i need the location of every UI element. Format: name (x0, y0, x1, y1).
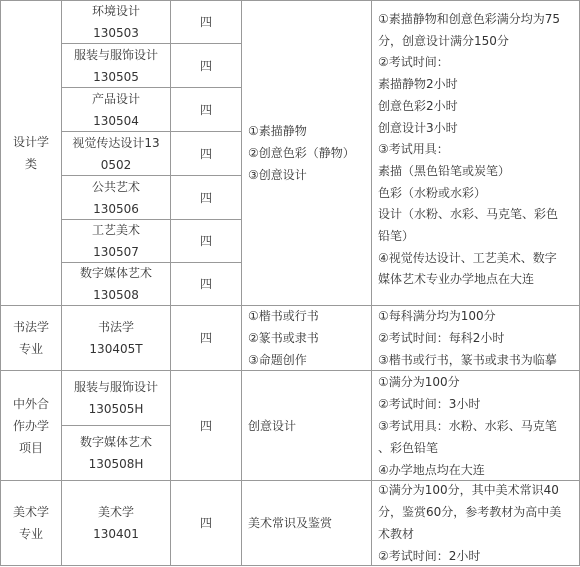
requirement-line: ②考试时间：2小时 (378, 549, 481, 563)
category-line: 专业 (18, 527, 43, 541)
subjects-cell (241, 0, 372, 306)
major-name: 书法学 (97, 320, 134, 334)
requirement-line: 、彩色铅笔 (378, 440, 439, 455)
requirement-line: ④视觉传达设计、工艺美术、数字 (378, 250, 557, 265)
major-name: 工艺美术 (91, 223, 140, 237)
requirements-cell (371, 305, 580, 371)
grade-value: 四 (199, 418, 212, 433)
major-code: 130508H (88, 457, 144, 471)
grade-value: 四 (199, 146, 212, 161)
requirement-line: 创意设计3小时 (378, 120, 458, 135)
grade-value: 四 (199, 102, 212, 117)
grade-value: 四 (199, 234, 212, 248)
subjects-cell (241, 370, 372, 481)
major-name: 视觉传达设计13 (72, 135, 160, 150)
category-line: 设计学 (12, 135, 49, 149)
subject-item: ③创意设计 (248, 168, 307, 182)
major-cell (61, 87, 171, 132)
requirements-cell (371, 480, 580, 566)
major-name: 产品设计 (91, 91, 140, 106)
major-label (80, 262, 152, 306)
major-name: 环境设计 (91, 4, 140, 18)
grade-value: 四 (199, 277, 212, 291)
grade-cell (170, 131, 242, 176)
major-label (92, 219, 140, 263)
requirement-line: ②考试时间：3小时 (378, 396, 481, 411)
subject-item: ②创意色彩（静物） (248, 146, 355, 160)
category-label (13, 131, 49, 175)
grade-cell (170, 480, 242, 566)
requirement-line: 素描（黑色铅笔或炭笔） (378, 163, 511, 178)
requirement-line: 铅笔） (378, 229, 415, 244)
grade-cell (170, 262, 242, 306)
subjects-list (248, 305, 319, 371)
subjects-cell (241, 480, 372, 566)
major-cell (61, 262, 171, 306)
major-label (89, 316, 142, 360)
category-line: 作办学 (12, 418, 49, 433)
major-cell (61, 425, 171, 481)
category-cell (0, 480, 62, 566)
requirements-list (378, 9, 573, 291)
category-cell (0, 0, 62, 306)
requirement-line: ①每科满分均为100分 (378, 309, 496, 323)
major-label (80, 431, 152, 475)
requirements-list (378, 305, 557, 371)
category-label (13, 501, 49, 545)
requirement-line: ③考试用具：水粉、水彩、马克笔 (378, 418, 557, 433)
major-label (93, 501, 139, 545)
requirements-list (378, 371, 557, 481)
subjects-list (248, 120, 355, 186)
major-code: 130508 (93, 288, 139, 302)
requirement-line: ③考试用具： (378, 142, 449, 157)
grade-cell (170, 175, 242, 220)
major-code: 0502 (100, 157, 132, 172)
requirement-line: 媒体艺术专业办学地点在大连 (378, 272, 535, 287)
requirement-line: 分，鉴赏60分，参考教材为高中美 (378, 505, 562, 519)
major-label (92, 0, 140, 44)
category-line: 书法学 (12, 320, 49, 334)
requirements-cell (371, 370, 580, 481)
major-code: 130506 (93, 201, 139, 216)
category-line: 美术学 (12, 505, 49, 519)
requirement-line: ③楷书或行书，篆书或隶书为临摹 (378, 353, 557, 367)
subject-item: ①楷书或行书 (248, 309, 319, 323)
subject-item: 美术常识及鉴赏 (248, 516, 333, 530)
major-name: 公共艺术 (91, 179, 140, 194)
subject-item: ③命题创作 (248, 353, 307, 367)
major-code: 130503 (93, 26, 139, 40)
major-name: 服装与服饰设计 (73, 47, 158, 62)
requirement-line: ②考试时间： (378, 55, 449, 70)
category-line: 中外合 (12, 396, 49, 411)
major-code: 130505 (93, 69, 139, 84)
grade-cell (170, 305, 242, 371)
category-line: 专业 (18, 342, 43, 356)
subject-item: ②篆书或隶书 (248, 331, 319, 345)
category-label (13, 393, 49, 459)
grade-cell (170, 370, 242, 481)
grade-value: 四 (199, 58, 212, 73)
grade-cell (170, 0, 242, 44)
major-cell (61, 131, 171, 176)
subject-item: ①素描静物 (248, 124, 307, 138)
requirement-line: 术教材 (378, 527, 415, 541)
major-label (92, 176, 140, 220)
grade-value: 四 (199, 516, 212, 530)
category-line: 类 (24, 157, 37, 171)
subject-item: 创意设计 (248, 418, 297, 433)
major-cell (61, 480, 171, 566)
major-cell (61, 305, 171, 371)
grade-value: 四 (199, 331, 212, 345)
requirement-line: ④办学地点均在大连 (378, 462, 485, 477)
requirement-line: ①素描静物和创意色彩满分均为75 (378, 12, 561, 26)
major-label (74, 44, 158, 88)
major-cell (61, 175, 171, 220)
major-name: 数字媒体艺术 (79, 435, 152, 449)
major-name: 服装与服饰设计 (73, 380, 158, 394)
major-name: 美术学 (97, 505, 134, 519)
grade-cell (170, 219, 242, 263)
major-cell (61, 43, 171, 88)
major-label (72, 132, 159, 176)
grade-value: 四 (199, 190, 212, 205)
major-label (92, 88, 140, 132)
major-code: 130505H (88, 402, 144, 416)
major-name: 数字媒体艺术 (79, 266, 152, 280)
major-cell (61, 0, 171, 44)
grade-value: 四 (199, 15, 212, 29)
major-cell (61, 370, 171, 426)
major-code: 130405T (89, 342, 143, 356)
major-cell (61, 219, 171, 263)
category-line: 项目 (18, 440, 43, 455)
category-label (13, 316, 49, 360)
grade-cell (170, 87, 242, 132)
requirement-line: 色彩（水粉或水彩） (378, 185, 487, 200)
requirement-line: 分，创意设计满分150分 (378, 33, 509, 48)
subjects-list (248, 512, 332, 534)
requirement-line: 素描静物2小时 (378, 77, 458, 92)
requirement-line: ①满分为100分，其中美术常识40 (378, 483, 559, 497)
major-code: 130504 (93, 113, 139, 128)
category-cell (0, 370, 62, 481)
requirement-line: 创意色彩2小时 (378, 98, 458, 113)
requirement-line: 设计（水粉、水彩、马克笔、彩色 (378, 207, 559, 222)
major-label (74, 376, 158, 420)
major-code: 130507 (93, 245, 139, 259)
grade-cell (170, 43, 242, 88)
requirement-line: ①满分为100分 (378, 374, 460, 389)
major-code: 130401 (93, 527, 139, 541)
subjects-cell (241, 305, 372, 371)
requirements-cell (371, 0, 580, 306)
category-cell (0, 305, 62, 371)
requirement-line: ②考试时间：每科2小时 (378, 331, 505, 345)
requirements-list (378, 479, 561, 567)
subjects-list (248, 415, 296, 437)
